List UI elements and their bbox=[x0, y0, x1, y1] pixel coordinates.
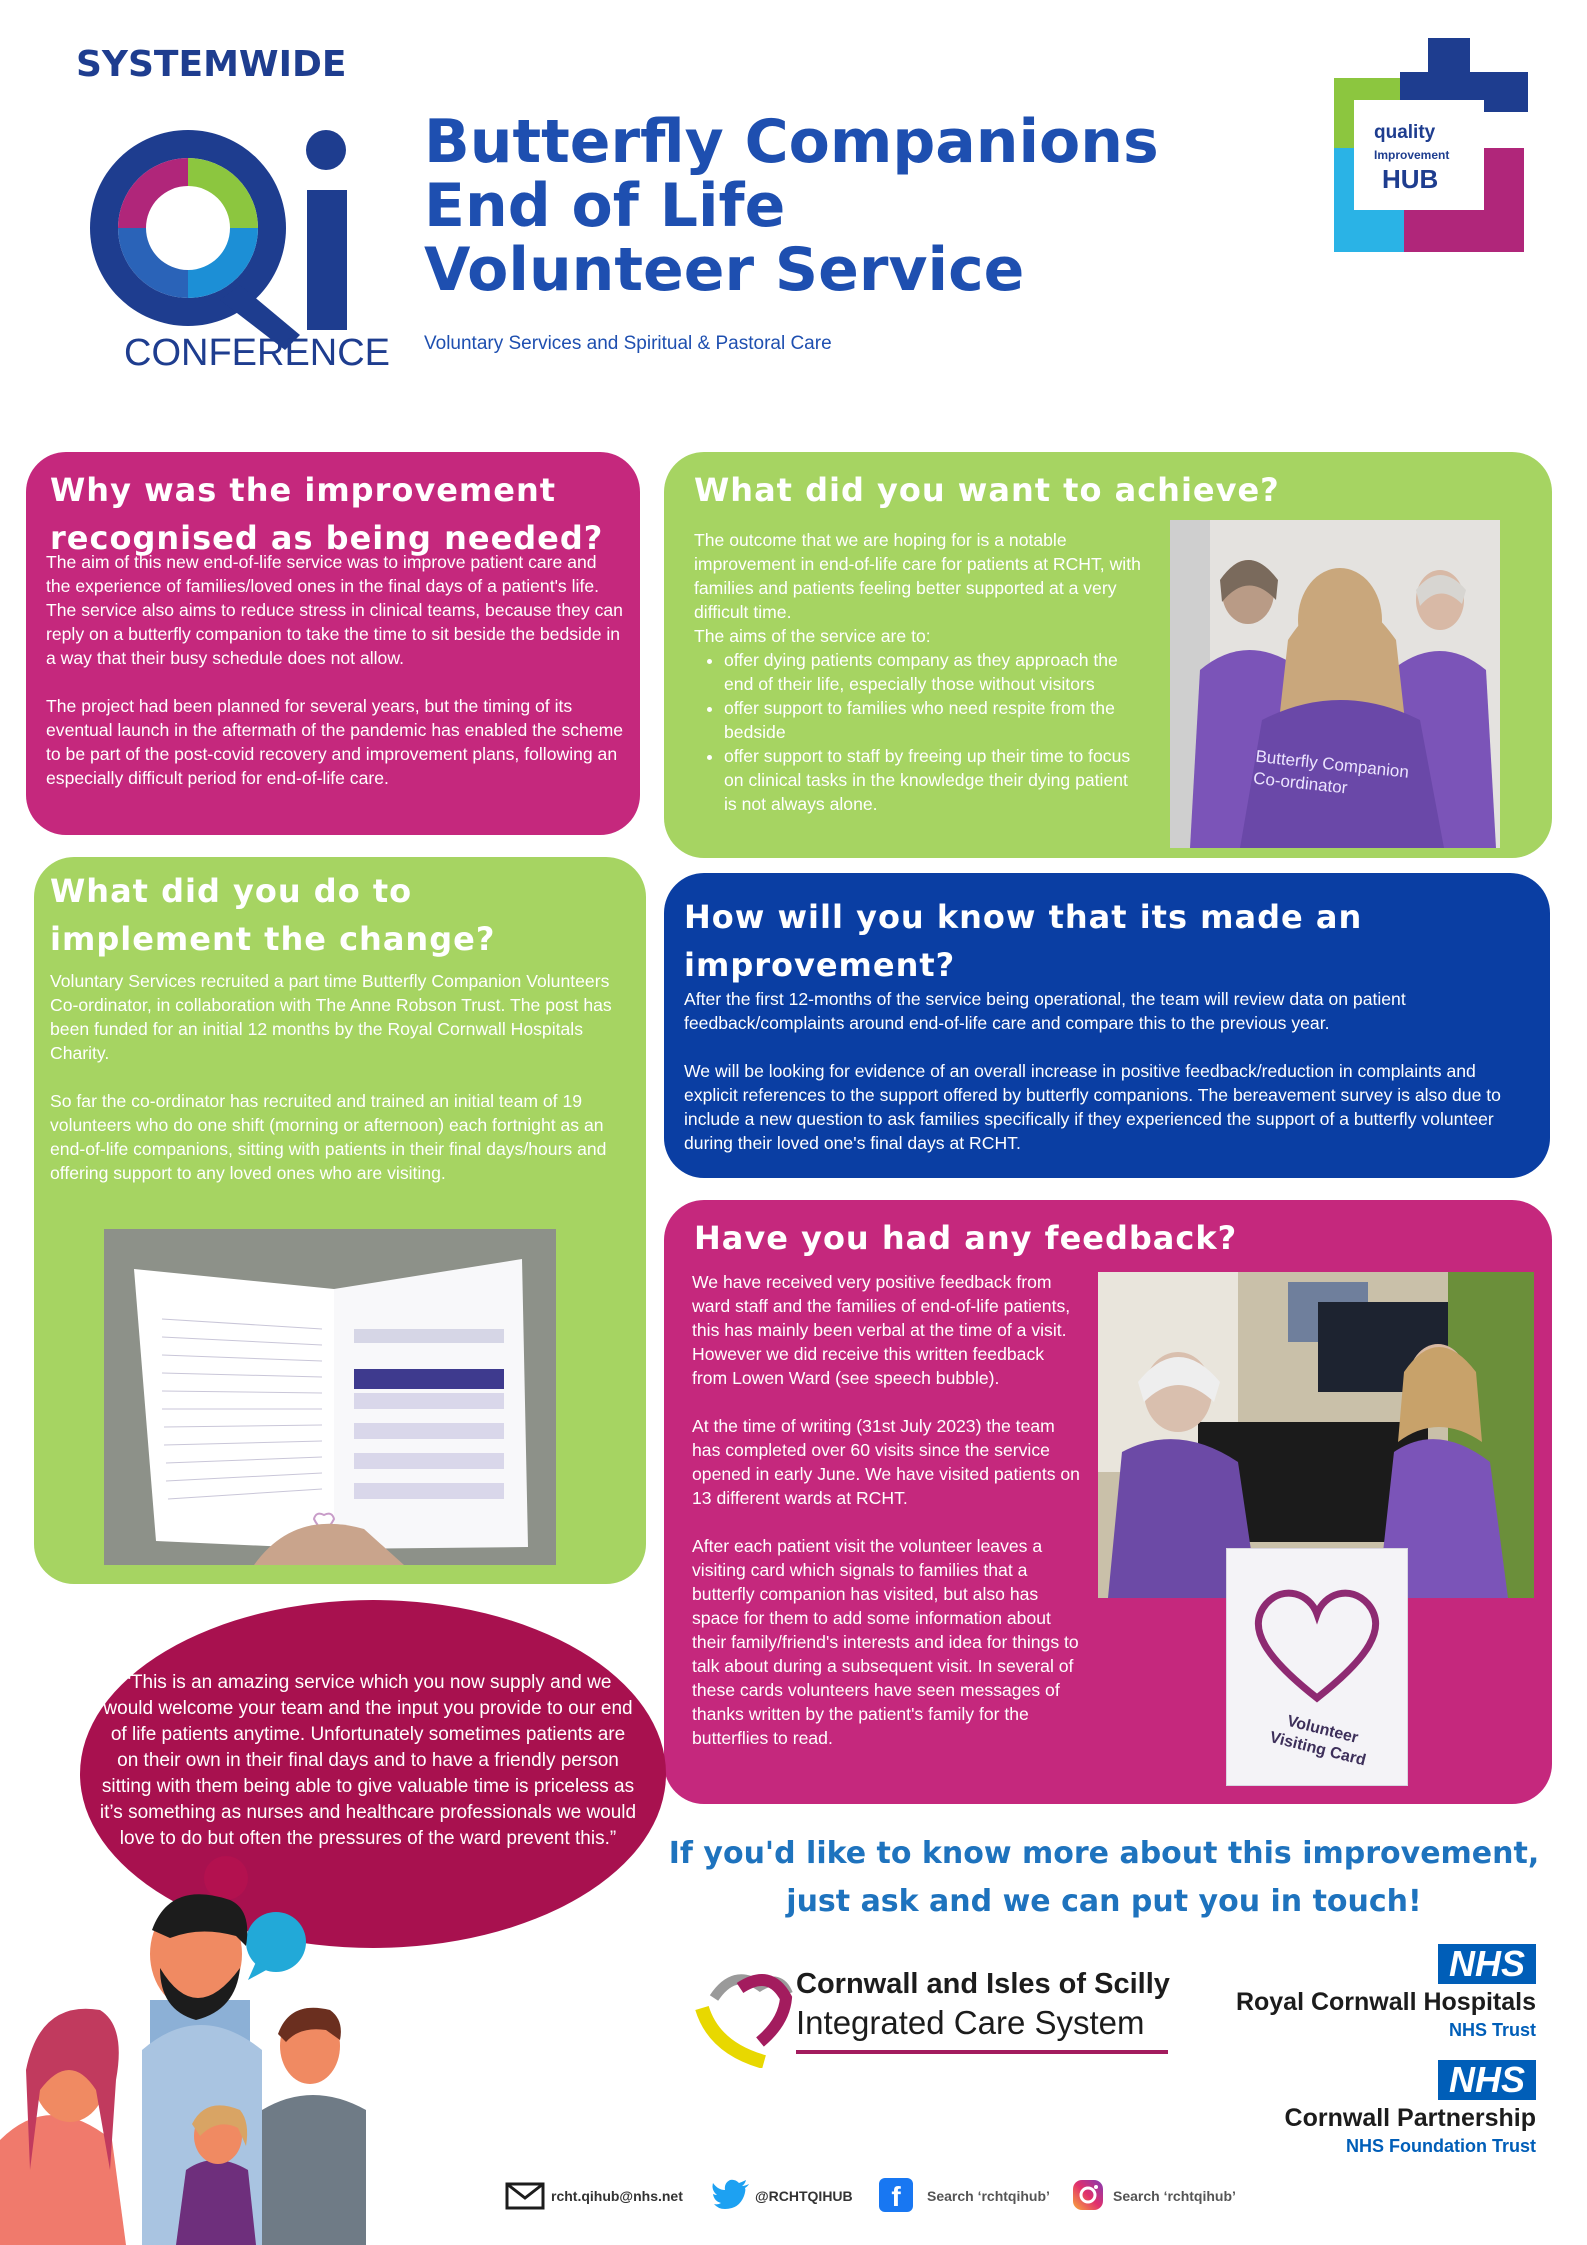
footer-contacts bbox=[505, 2176, 1305, 2216]
feedback-heading: Have you had any feedback? bbox=[694, 1219, 1238, 1257]
achieve-aims-list bbox=[724, 648, 1142, 816]
footer-email[interactable]: rcht.qihub@nhs.net bbox=[551, 2188, 683, 2204]
conference-logo bbox=[70, 40, 390, 390]
nhs-badge: NHS bbox=[1438, 1944, 1536, 1984]
title-line-2: End of Life bbox=[424, 171, 786, 241]
feedback-paragraph-1: We have received very positive feedback from ward staff and the families of end-of-life patients, this has mainly been verbal at the time of a visit. However we did receive this written feedback from Lowen Ward (see speech bubble). bbox=[692, 1272, 1071, 1388]
hub-line-1: quality bbox=[1374, 122, 1436, 143]
know-panel bbox=[664, 873, 1550, 1178]
feedback-body bbox=[692, 1270, 1082, 1750]
achieve-heading: What did you want to achieve? bbox=[694, 471, 1280, 509]
implement-body bbox=[50, 969, 628, 1185]
implement-heading: What did you do to implement the change? bbox=[50, 872, 496, 958]
cp-logo bbox=[1180, 2060, 1536, 2160]
ics-underline bbox=[796, 2050, 1168, 2054]
know-heading: How will you know that its made an improvement? bbox=[684, 898, 1363, 984]
achieve-intro: The outcome that we are hoping for is a notable improvement in end-of-life care for patients at RCHT, with families and patients feeling better supported at a very difficult time. bbox=[694, 530, 1141, 622]
know-paragraph-2: We will be looking for evidence of an overall increase in positive feedback/reduction in complaints and explicit references to the support offered by butterfly companions. The bereavement survey is also due to include a new question to ask families specifically if they experienced the support of a butterfly volunteer during their loved one's final days at RCHT. bbox=[684, 1061, 1501, 1153]
title-line-1: Butterfly Companions bbox=[424, 107, 1159, 177]
footer-facebook[interactable]: Search ‘rchtqihub’ bbox=[927, 2188, 1050, 2204]
know-body bbox=[684, 987, 1534, 1155]
email-icon[interactable] bbox=[505, 2182, 545, 2210]
people-illustration-icon bbox=[0, 1850, 380, 2245]
aim-item: • offer support to staff by freeing up their time to focus on clinical tasks in the knowledge their dying patient is not always alone. bbox=[724, 744, 1142, 816]
footer-twitter[interactable]: @RCHTQIHUB bbox=[755, 2188, 853, 2204]
ics-logo bbox=[684, 1958, 1184, 2068]
cta-text bbox=[654, 1830, 1554, 1926]
quote-text: “This is an amazing service which you now supply and we would welcome your team and the input you provide to our end of life patients anytime. Unfortunately sometimes patients are on their own in their final days and to have a friendly person sitting with them being able to give valuable time is priceless as it’s something as nurses and healthcare professionals we would love to do but often the pressures of the ward prevent this.” bbox=[99, 1672, 637, 1849]
conference-logo-bottom-text: CONFERENCE bbox=[124, 332, 391, 374]
ics-line-1: Cornwall and Isles of Scilly bbox=[796, 1968, 1170, 2000]
cta-line-2: just ask and we can put you in touch! bbox=[786, 1884, 1422, 1919]
open-booklet-icon bbox=[104, 1229, 556, 1565]
visiting-card-photo bbox=[104, 1229, 556, 1565]
why-body bbox=[46, 550, 624, 790]
coordinator-photo bbox=[1170, 520, 1500, 848]
ics-line-2: Integrated Care System bbox=[796, 2004, 1145, 2041]
why-heading: Why was the improvement recognised as being needed? bbox=[50, 471, 604, 557]
cta-line-1: If you'd like to know more about this improvement, bbox=[668, 1836, 1540, 1871]
conference-logo-top-text: SYSTEMWIDE bbox=[76, 44, 347, 85]
achieve-aims-label: The aims of the service are to: bbox=[694, 626, 931, 646]
facebook-icon[interactable]: f bbox=[879, 2178, 913, 2212]
page-subtitle: Voluntary Services and Spiritual & Pastoral Care bbox=[424, 333, 832, 354]
instagram-icon[interactable] bbox=[1071, 2178, 1105, 2212]
feedback-paragraph-2: At the time of writing (31st July 2023) the team has completed over 60 visits since the service opened in early June. We have visited patients on 13 different wards at RCHT. bbox=[692, 1416, 1080, 1508]
feedback-panel bbox=[664, 1200, 1552, 1804]
visiting-card-front bbox=[1226, 1548, 1408, 1786]
volunteers-photo-icon bbox=[1170, 520, 1500, 848]
qi-hub-logo-icon bbox=[1330, 38, 1530, 254]
implement-paragraph-2: So far the co-ordinator has recruited and trained an initial team of 19 volunteers who do one shift (morning or afternoon) each fortnight as an end-of-life companions, sitting with patients in their final days/hours and offering support to any loved ones who are visiting. bbox=[50, 1091, 607, 1183]
hub-line-3: HUB bbox=[1382, 164, 1439, 194]
title-line-3: Volunteer Service bbox=[424, 235, 1025, 305]
qi-logo-icon bbox=[70, 110, 390, 370]
qi-hub-logo bbox=[1330, 38, 1530, 254]
aim-item: • offer dying patients company as they approach the end of their life, especially those without visitors bbox=[724, 648, 1142, 696]
rch-name: Royal Cornwall Hospitals bbox=[1235, 1988, 1536, 2016]
why-paragraph-2: The project had been planned for several years, but the timing of its eventual launch in the aftermath of the pandemic has enabled the scheme to be part of the post-covid recovery and improvement plans, following an especially difficult period for end-of-life care. bbox=[46, 696, 624, 788]
why-panel bbox=[26, 452, 640, 835]
cp-name: Cornwall Partnership bbox=[1284, 2104, 1536, 2132]
hub-line-2: Improvement bbox=[1374, 148, 1450, 162]
aim-item: • offer support to families who need respite from the bedside bbox=[724, 696, 1142, 744]
implement-panel bbox=[34, 857, 646, 1584]
achieve-body bbox=[694, 528, 1142, 816]
twitter-icon[interactable] bbox=[711, 2178, 751, 2212]
why-paragraph-1: The aim of this new end-of-life service was to improve patient care and the experience of families/loved ones in the final days of a patient's life. The service also aims to reduce stress in clinical teams, because they can reply on a butterfly companion to take the time to sit beside the bedside in a way that their busy schedule does not allow. bbox=[46, 552, 623, 668]
know-paragraph-1: After the first 12-months of the service being operational, the team will review data on patient feedback/complaints around end-of-life care and compare this to the previous year. bbox=[684, 989, 1406, 1033]
rch-sub: NHS Trust bbox=[1448, 2020, 1536, 2040]
ics-heart-icon bbox=[684, 1958, 794, 2068]
rch-logo bbox=[1180, 1944, 1536, 2044]
implement-paragraph-1: Voluntary Services recruited a part time Butterfly Companion Volunteers Co-ordinator, in collaboration with The Anne Robson Trust. The post has been funded for an initial 12 months by the Royal Cornwall Hospitals Charity. bbox=[50, 971, 612, 1063]
coordinator-shirt-text: Butterfly Companion Co-ordinator bbox=[1252, 746, 1410, 798]
achieve-panel bbox=[664, 452, 1552, 858]
visiting-card-caption: Volunteer Visiting Card bbox=[1267, 1712, 1368, 1770]
footer-instagram[interactable]: Search ‘rchtqihub’ bbox=[1113, 2188, 1236, 2204]
feedback-paragraph-3: After each patient visit the volunteer leaves a visiting card which signals to families that a butterfly companion has visited, but also has space for them to add some information about their family/friend's interests and idea for things to talk about during a subsequent visit. In several of these cards volunteers have seen messages of thanks written by the patient's family for the butterflies to read. bbox=[692, 1536, 1079, 1748]
cp-sub: NHS Foundation Trust bbox=[1346, 2136, 1536, 2156]
nhs-badge: NHS bbox=[1438, 2060, 1536, 2100]
page-title bbox=[424, 107, 1324, 305]
